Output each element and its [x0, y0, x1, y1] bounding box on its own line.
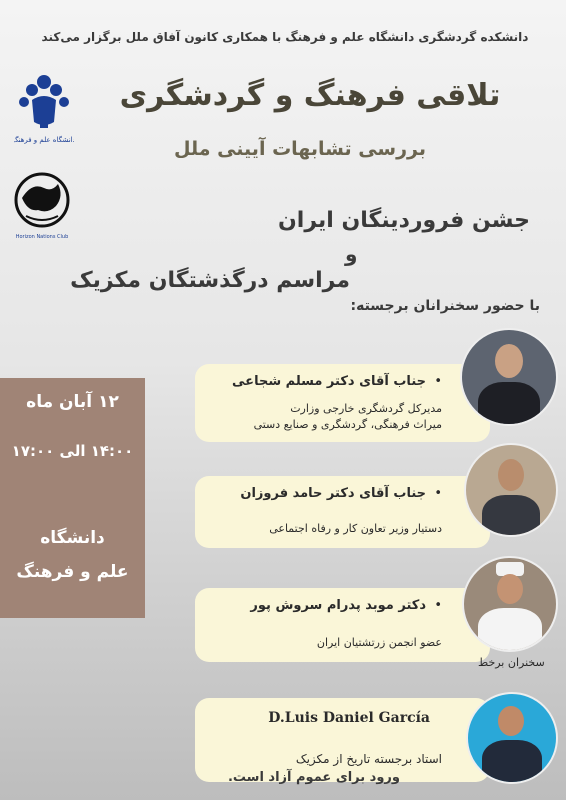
speaker-photo: [462, 556, 558, 652]
university-logo: [14, 70, 74, 150]
event-conjunction: و: [345, 242, 358, 266]
event-place-line1: دانشگاه: [40, 528, 105, 548]
speaker-name: جناب آقای دکتر مسلم شجاعی: [232, 374, 426, 389]
speaker-card: [195, 588, 490, 662]
speakers-heading: با حضور سخنرانان برجسته:: [350, 298, 540, 314]
speaker-title-line1: عضو انجمن زرتشتیان ایران: [316, 636, 442, 649]
club-logo: [12, 170, 72, 244]
speaker-photo: [464, 443, 558, 537]
speaker-name: جناب آقای دکتر حامد فروزان: [240, 486, 426, 501]
page-subtitle: بررسی تشابهات آیینی ملل: [173, 138, 426, 160]
event-time: ۱۴:۰۰ الی ۱۷:۰۰: [11, 442, 134, 460]
speaker-title-line1: استاد برجسته تاریخ از مکزیک: [295, 752, 442, 766]
online-speaker-caption: سخنران برخط: [478, 656, 545, 669]
event-info-box: [0, 378, 145, 618]
speaker-name: دکتر موبد پدرام سروش پور: [250, 598, 426, 613]
footer-note: ورود برای عموم آزاد است.: [227, 770, 400, 785]
speaker-photo: [460, 328, 558, 426]
event-title-1: جشن فروردینگان ایران: [278, 208, 530, 233]
event-title-2: مراسم درگذشتگان مکزیک: [70, 268, 350, 293]
page-title: تلاقی فرهنگ و گردشگری: [119, 78, 501, 113]
speaker-card: [195, 476, 490, 548]
university-logo-text: دانشگاه علم و فرهنگ: [14, 136, 74, 144]
speaker-photo: [466, 692, 558, 784]
bullet-icon: •: [434, 374, 442, 389]
speaker-name: D.Luis Daniel García: [268, 710, 430, 726]
bullet-icon: •: [434, 486, 442, 501]
organizer-line: دانشکده گردشگری دانشگاه علم و فرهنگ با همکاری کانون آفاق ملل برگزار می‌کند: [41, 30, 529, 44]
club-logo-text: Horizon Nations Club: [15, 234, 69, 240]
speaker-title-line1: دستیار وزیر تعاون کار و رفاه اجتماعی: [269, 522, 442, 535]
event-place-line2: علم و فرهنگ: [16, 562, 129, 582]
speaker-card: [195, 364, 490, 442]
event-date: ۱۲ آبان ماه: [26, 392, 119, 412]
speaker-title-line2: میراث فرهنگی، گردشگری و صنایع دستی: [253, 418, 442, 431]
speaker-title-line1: مدیرکل گردشگری خارجی وزارت: [290, 402, 442, 415]
bullet-icon: •: [434, 598, 442, 613]
